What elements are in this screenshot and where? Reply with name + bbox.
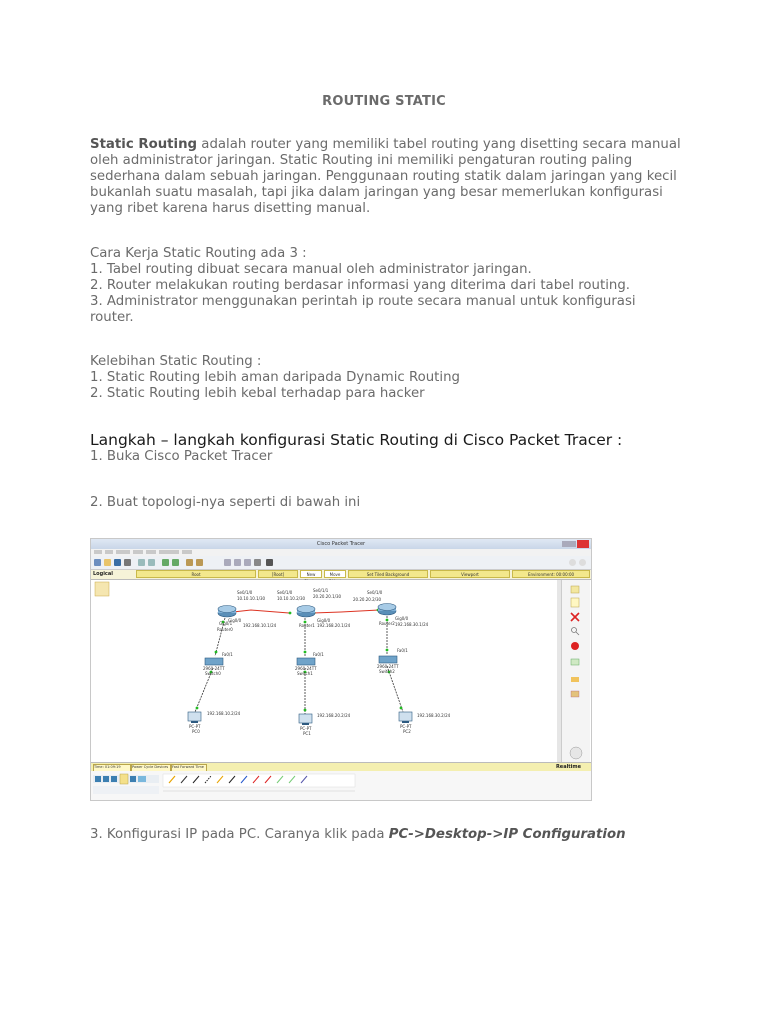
- serial-link-0: [233, 610, 289, 613]
- pc0-ip: 192.168.10.2/24: [207, 711, 241, 716]
- end-device-category-icon: [130, 776, 136, 782]
- step-3-path: PC->Desktop->IP Configuration: [388, 827, 626, 842]
- intro-paragraph: [90, 137, 690, 217]
- note-tool-icon: [571, 598, 579, 607]
- r2-label: 20.20.20.2/30: [353, 597, 382, 602]
- router-category-icon: [95, 776, 101, 782]
- step-1: 1. Buka Cisco Packet Tracer: [90, 449, 273, 464]
- status-time: Time: 01:09:19: [93, 764, 131, 772]
- sw1-model: 2960-24TT: [295, 666, 317, 671]
- tool-sidebar: [561, 580, 590, 762]
- page-title: ROUTING STATIC: [322, 94, 446, 109]
- tab-move-object: Move: [324, 570, 346, 578]
- router-2-icon: [378, 604, 396, 616]
- pc2-ip: 192.168.30.2/24: [417, 713, 451, 718]
- sw1-name: Switch1: [297, 671, 313, 676]
- r1-name: Router1: [299, 623, 315, 628]
- list-line: 2. Router melakukan routing berdasar informasi yang diterima dari tabel routing.: [90, 278, 630, 293]
- device-subcategory-bar: [93, 786, 159, 794]
- kelebihan-list: [90, 354, 690, 402]
- r0-label: 192.168.10.1/24: [243, 623, 277, 628]
- realtime-label: Realtime: [555, 764, 581, 770]
- tab-new-cluster: New: [300, 570, 322, 578]
- tab-tiled-bg: Set Tiled Background: [348, 570, 428, 578]
- r0-label: 10.10.10.1/30: [237, 596, 266, 601]
- tab-viewport: Viewport: [430, 570, 510, 578]
- list-line: 1. Static Routing lebih aman daripada Dynamic Routing: [90, 370, 460, 385]
- r1-label: 10.10.10.2/30: [277, 596, 306, 601]
- router-1-icon: [297, 606, 315, 618]
- r2-label: Se0/1/0: [367, 590, 383, 595]
- window-title: Cisco Packet Tracer: [316, 541, 366, 547]
- sw0-port: Fa0/1: [222, 652, 233, 657]
- intro-bold-term: Static Routing: [90, 137, 198, 152]
- pc2-model: PC-PT: [400, 724, 412, 729]
- tab-root: Root: [136, 570, 256, 578]
- intro-line: bukanlah suatu masalah, tapi jika dalam jaringan yang besar memerlukan konfigurasi: [90, 185, 663, 200]
- pc0-name: PC0: [192, 729, 200, 734]
- close-icon: [577, 540, 589, 548]
- r2-name: Router2: [379, 621, 395, 626]
- tab-root-active: [Root]: [258, 570, 298, 578]
- pc1-name: PC1: [303, 731, 311, 736]
- list-line: 1. Tabel routing dibuat secara manual oleh administrator jaringan.: [90, 262, 532, 277]
- draw-tool-icon: [571, 642, 579, 650]
- pc0-model: PC-PT: [189, 724, 201, 729]
- r0-label: Gig0/1: [219, 621, 233, 626]
- hub-category-icon: [111, 776, 117, 782]
- intro-line: sederhana dalam sebuah jaringan. Penggunaan routing statik dalam jaringan yang kecil: [90, 169, 677, 184]
- list-line: Kelebihan Static Routing :: [90, 354, 262, 369]
- fast-forward-button: Fast Forward Time: [171, 764, 207, 772]
- select-tool-icon: [571, 586, 579, 593]
- switch-2-icon: [379, 656, 397, 663]
- intro-line: yang ribet karena harus disetting manual.: [90, 201, 371, 216]
- resize-tool-icon: [571, 659, 579, 665]
- r1-label: Gig0/0: [317, 618, 331, 623]
- complex-pdu-icon: [571, 691, 579, 697]
- r1-label: Se0/1/1: [313, 588, 329, 593]
- router-0-icon: [218, 606, 236, 618]
- r0-label: Se0/1/0: [237, 590, 253, 595]
- sw0-name: Switch0: [205, 671, 221, 676]
- pc-2-icon: [399, 712, 412, 723]
- device-panel: [91, 771, 591, 800]
- switch-category-icon: [103, 776, 109, 782]
- cara-kerja-list: [90, 246, 690, 326]
- list-line: 2. Static Routing lebih kebal terhadap para hacker: [90, 386, 425, 401]
- r1-label: 20.20.20.1/30: [313, 594, 342, 599]
- connection-category-icon: [120, 774, 128, 784]
- window-controls: [562, 541, 576, 547]
- list-line: Cara Kerja Static Routing ada 3 :: [90, 246, 307, 261]
- inspect-tool-icon: [572, 628, 577, 633]
- menu-bar: [91, 549, 591, 556]
- step-3-text: 3. Konfigurasi IP pada PC. Caranya klik pada: [90, 827, 389, 842]
- simple-pdu-icon: [571, 677, 579, 682]
- sw2-name: Switch2: [379, 669, 395, 674]
- r2-label: Gig0/0: [395, 616, 409, 621]
- list-line: 3. Administrator menggunakan perintah ip route secara manual untuk konfigurasi: [90, 294, 636, 309]
- step-3: [90, 827, 690, 843]
- toolbar: [91, 556, 591, 570]
- realtime-clock-icon: [570, 747, 582, 759]
- packet-tracer-screenshot: [90, 538, 592, 801]
- r0-label: Gig0/0: [228, 618, 242, 623]
- list-line: router.: [90, 310, 134, 325]
- r2-label: 192.168.30.1/24: [395, 622, 429, 627]
- steps-heading: Langkah – langkah konfigurasi Static Routing di Cisco Packet Tracer :: [90, 431, 623, 449]
- intro-line: adalah router yang memiliki tabel routing yang disetting secara manual: [197, 137, 681, 152]
- r1-label: 192.168.20.1/24: [317, 623, 351, 628]
- sw0-model: 2960-24TT: [203, 666, 225, 671]
- sw1-port: Fa0/1: [313, 652, 324, 657]
- pc2-name: PC2: [403, 729, 411, 734]
- pc1-ip: 192.168.20.2/24: [317, 713, 351, 718]
- topology-diagram: [91, 580, 557, 762]
- serial-link-1: [313, 610, 379, 613]
- delete-tool-icon: [571, 613, 579, 621]
- cloud-category-icon: [138, 776, 146, 782]
- window-titlebar: [91, 539, 591, 549]
- connection-types-panel: [163, 774, 355, 787]
- r1-label: Se0/1/0: [277, 590, 293, 595]
- tab-environment: Environment: 00:00:00: [512, 570, 590, 578]
- navigation-icon: [95, 582, 109, 596]
- topology-canvas: [91, 580, 557, 762]
- sw2-port: Fa0/1: [397, 648, 408, 653]
- r0-name: Router0: [217, 627, 233, 632]
- status-bar: [91, 762, 591, 771]
- power-cycle-button: Power Cycle Devices: [131, 764, 171, 772]
- sw2-model: 2960-24TT: [377, 664, 399, 669]
- switch-1-icon: [297, 658, 315, 665]
- step-2: 2. Buat topologi-nya seperti di bawah ini: [90, 495, 361, 510]
- intro-line: oleh administrator jaringan. Static Routing ini memiliki pengaturan routing paling: [90, 153, 633, 168]
- switch-0-icon: [205, 658, 223, 665]
- mode-label: Logical: [93, 571, 113, 577]
- pc-1-icon: [299, 714, 312, 725]
- workspace-bar: [91, 570, 591, 580]
- pc1-model: PC-PT: [300, 726, 312, 731]
- pc-0-icon: [188, 712, 201, 723]
